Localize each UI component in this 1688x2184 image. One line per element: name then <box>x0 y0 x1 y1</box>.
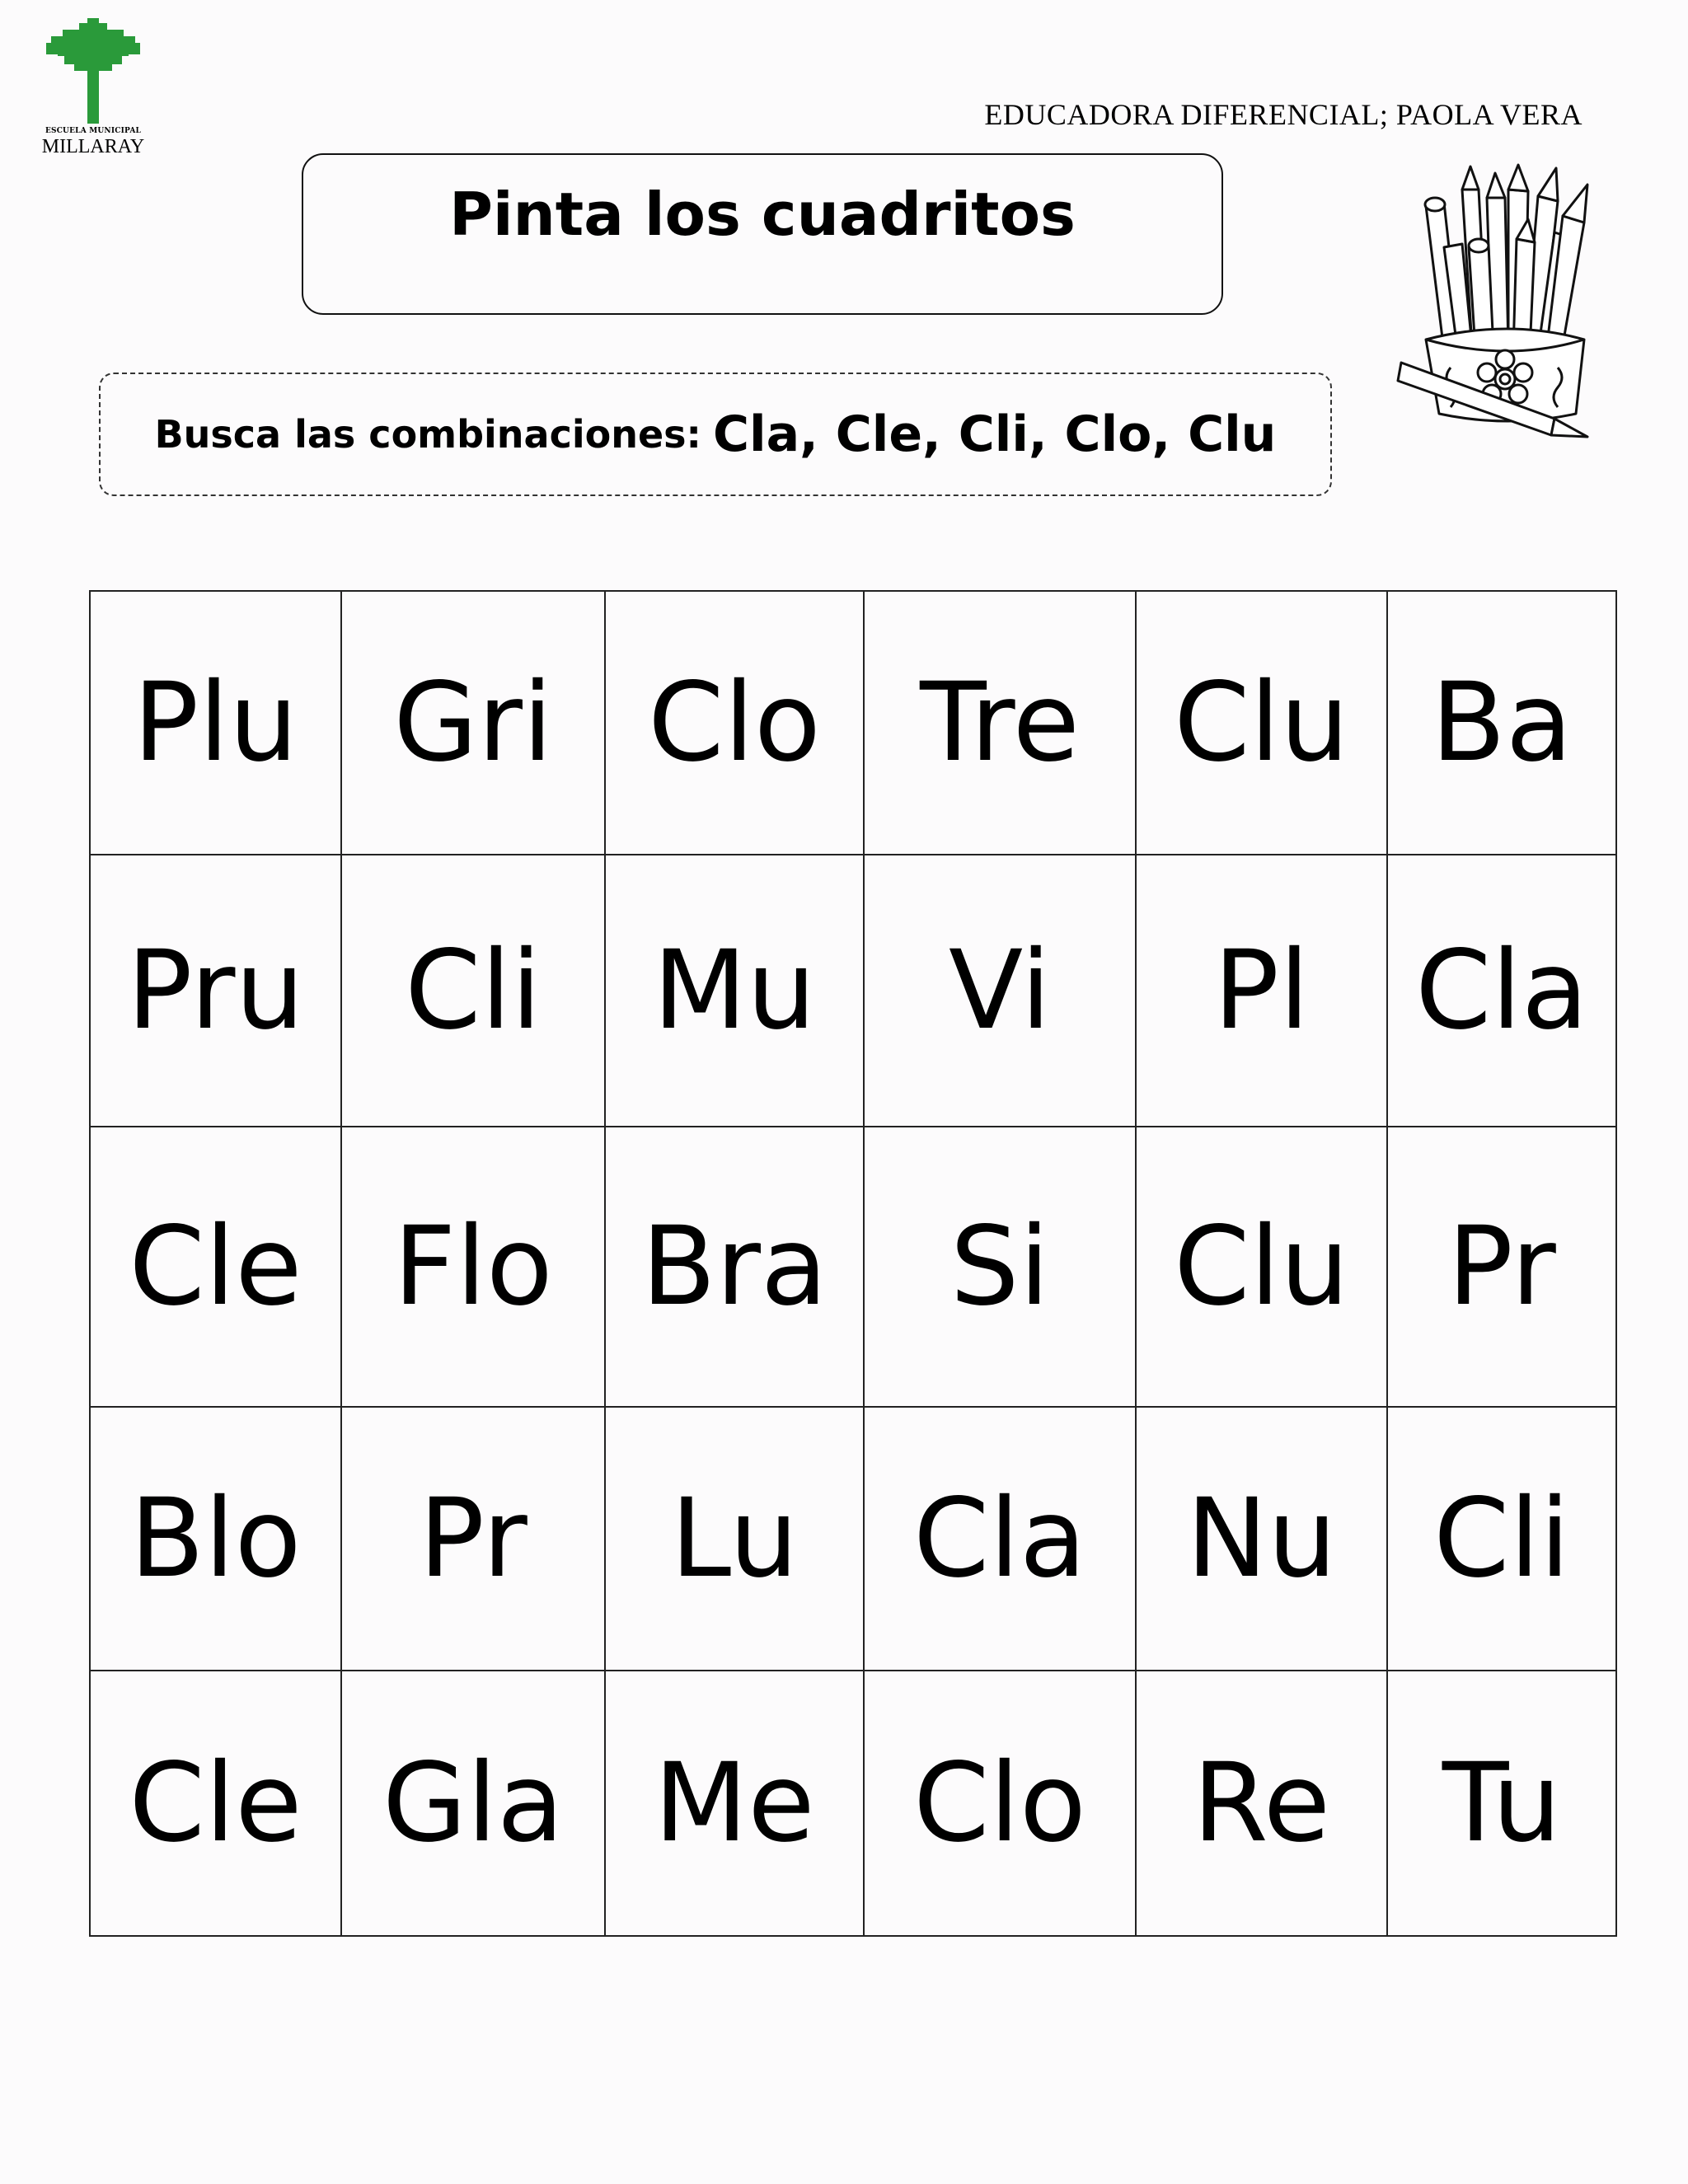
syllable-cell[interactable]: Cle <box>90 1671 341 1936</box>
syllable-cell[interactable]: Si <box>864 1127 1136 1407</box>
title-box <box>302 153 1223 315</box>
school-logo <box>31 18 155 166</box>
syllable-cell[interactable]: Gri <box>341 591 605 855</box>
syllable-cell[interactable]: Cla <box>864 1407 1136 1671</box>
instruction-box <box>99 373 1332 496</box>
syllable-cell[interactable]: Ba <box>1387 591 1616 855</box>
syllable-cell[interactable]: Flo <box>341 1127 605 1407</box>
grid-row <box>90 1127 1616 1407</box>
school-name: MILLARAY <box>41 136 145 157</box>
syllable-grid <box>89 590 1617 1937</box>
syllable-cell[interactable]: Cli <box>341 855 605 1127</box>
tree-logo-icon <box>46 18 140 124</box>
grid-row <box>90 1671 1616 1936</box>
syllable-cell[interactable]: Tu <box>1387 1671 1616 1936</box>
syllable-cell[interactable]: Tre <box>864 591 1136 855</box>
syllable-cell[interactable]: Clu <box>1136 591 1387 855</box>
syllable-cell[interactable]: Cle <box>90 1127 341 1407</box>
syllable-cell[interactable]: Pr <box>1387 1127 1616 1407</box>
syllable-cell[interactable]: Vi <box>864 855 1136 1127</box>
syllable-cell[interactable]: Bra <box>605 1127 864 1407</box>
syllable-cell[interactable]: Pr <box>341 1407 605 1671</box>
grid-row <box>90 855 1616 1127</box>
teacher-name: EDUCADORA DIFERENCIAL; PAOLA VERA <box>984 98 1582 131</box>
instruction-combinations: Cla, Cle, Cli, Clo, Clu <box>712 405 1277 463</box>
grid-row <box>90 591 1616 855</box>
syllable-cell[interactable]: Lu <box>605 1407 864 1671</box>
syllable-cell[interactable]: Clo <box>605 591 864 855</box>
syllable-cell[interactable]: Cla <box>1387 855 1616 1127</box>
syllable-cell[interactable]: Clo <box>864 1671 1136 1936</box>
grid-row <box>90 1407 1616 1671</box>
syllable-cell[interactable]: Nu <box>1136 1407 1387 1671</box>
syllable-cell[interactable]: Mu <box>605 855 864 1127</box>
school-label-small: ESCUELA MUNICIPAL <box>45 127 142 135</box>
syllable-cell[interactable]: Re <box>1136 1671 1387 1936</box>
syllable-cell[interactable]: Pru <box>90 855 341 1127</box>
syllable-cell[interactable]: Pl <box>1136 855 1387 1127</box>
instruction-label: Busca las combinaciones: <box>154 412 701 457</box>
pencil-cup-icon <box>1393 157 1615 445</box>
syllable-cell[interactable]: Blo <box>90 1407 341 1671</box>
page-title: Pinta los cuadritos <box>449 180 1076 249</box>
syllable-cell[interactable]: Plu <box>90 591 341 855</box>
syllable-cell[interactable]: Gla <box>341 1671 605 1936</box>
syllable-cell[interactable]: Me <box>605 1671 864 1936</box>
syllable-cell[interactable]: Cli <box>1387 1407 1616 1671</box>
syllable-cell[interactable]: Clu <box>1136 1127 1387 1407</box>
